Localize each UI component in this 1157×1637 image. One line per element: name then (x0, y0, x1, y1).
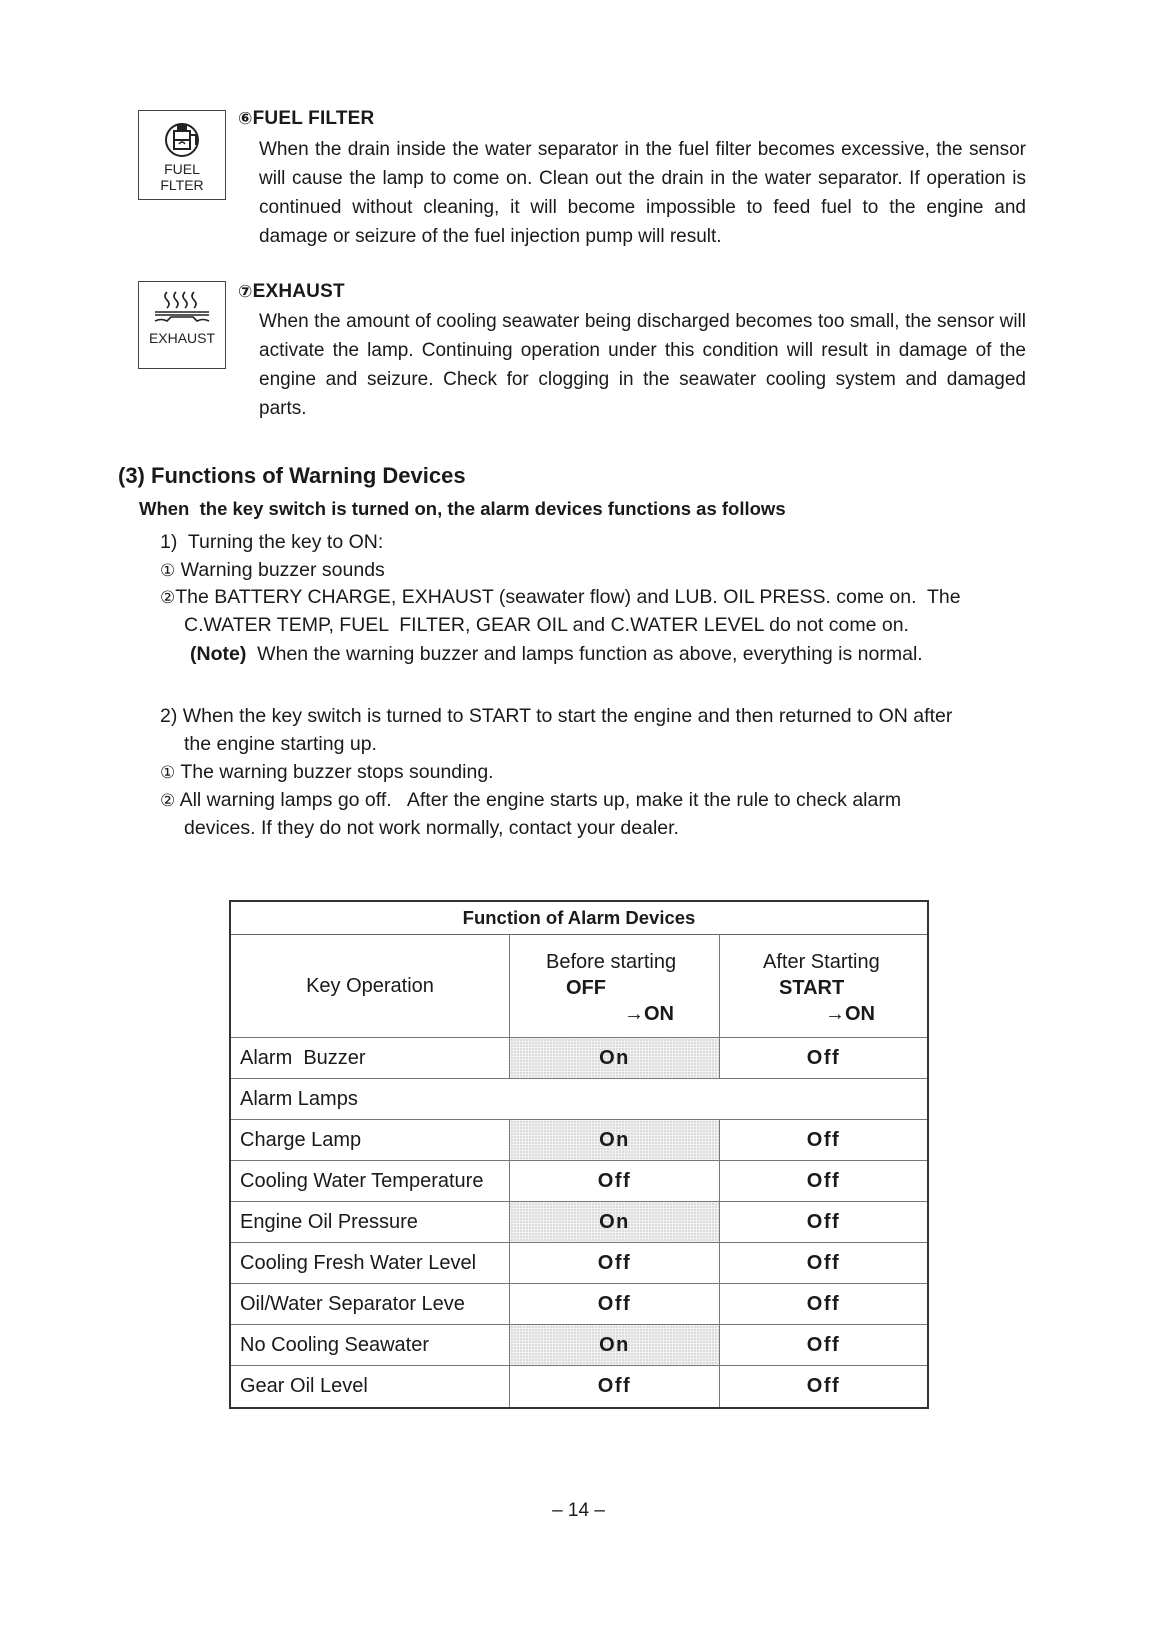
row-label: Cooling Water Temperature (231, 1161, 510, 1201)
row-label: No Cooling Seawater (231, 1325, 510, 1365)
row-label: Charge Lamp (231, 1120, 510, 1160)
key-operation-header: Key Operation (231, 935, 510, 1037)
row-before: Off (510, 1243, 720, 1283)
item1-c2 (160, 583, 961, 612)
row-before: Off (510, 1161, 720, 1201)
exhaust-body: When the amount of cooling seawater being discharged becomes too small, the sensor will activate the lamp. Continuing operation under this condition will result in damage of the engine and seizure. Check for clogging in the seawater cooling system and damaged parts. (259, 311, 1026, 419)
page-number: – 14 – (552, 1500, 605, 1521)
table-row (231, 1284, 927, 1325)
row-before: On (510, 1038, 720, 1078)
table-header-row (231, 935, 927, 1038)
exhaust-lamp-icon (138, 281, 226, 369)
item1-c2-line2: C.WATER TEMP, FUEL FILTER, GEAR OIL and C.WATER LEVEL do not come on. (184, 614, 909, 636)
row-after: Off (806, 1129, 841, 1151)
note-label: (Note) (190, 643, 247, 665)
before-starting-header (510, 935, 720, 1037)
row-after: Off (806, 1375, 841, 1397)
fuel-filter-heading (238, 108, 374, 130)
exhaust-number: ⑦ (238, 282, 253, 302)
fuel-filter-icon-label-2: FLTER (160, 177, 204, 193)
row-label: Cooling Fresh Water Level (231, 1243, 510, 1283)
row-before: On (510, 1325, 720, 1365)
row-before: Off (510, 1366, 720, 1407)
item1-c2-number: ② (160, 588, 176, 608)
fuel-filter-lamp-icon (138, 110, 226, 200)
table-row (231, 1161, 927, 1202)
before-from: OFF (566, 977, 606, 999)
exhaust-title: EXHAUST (252, 281, 345, 302)
row-before: On (510, 1120, 720, 1160)
note (190, 640, 923, 668)
after-to: →ON (825, 1003, 875, 1025)
exhaust-heading (238, 281, 345, 303)
row-label: Alarm Buzzer (231, 1038, 510, 1078)
item2-c1-text: The warning buzzer stops sounding. (180, 761, 494, 783)
table-row (231, 1120, 927, 1161)
table-row (231, 1325, 927, 1366)
fuel-filter-title: FUEL FILTER (252, 108, 375, 129)
alarm-lamps-label: Alarm Lamps (240, 1088, 358, 1110)
exhaust-icon-label: EXHAUST (148, 330, 216, 346)
item2-c1 (160, 758, 494, 787)
item1-c1-number: ① (160, 561, 176, 581)
row-label: Engine Oil Pressure (231, 1202, 510, 1242)
alarm-devices-table (229, 900, 929, 1409)
row-before: Off (510, 1284, 720, 1324)
row-after: Off (806, 1170, 841, 1192)
item2-line2: the engine starting up. (184, 733, 377, 755)
item2-c1-number: ① (160, 763, 176, 783)
fuel-filter-body: When the drain inside the water separator in the fuel filter becomes excessive, the sensor will cause the lamp to come on. Clean out the drain in the water separator. If operation is continued without cleaning, it will become impossible to feed fuel to the engine and damage or seizure of the fuel injection pump will result. (259, 139, 1026, 247)
after-starting-label: After Starting (763, 951, 880, 973)
table-row (231, 1202, 927, 1243)
before-starting-label: Before starting (546, 951, 677, 973)
table-title: Function of Alarm Devices (231, 902, 927, 935)
note-text: When the warning buzzer and lamps function as above, everything is normal. (257, 643, 923, 665)
row-before: On (510, 1202, 720, 1242)
item2-c2-line1: All warning lamps go off. After the engine starts up, make it the rule to check alarm (179, 789, 902, 811)
item1-c1-text: Warning buzzer sounds (180, 559, 385, 581)
row-after: Off (806, 1293, 841, 1315)
item2-c2-line2: devices. If they do not work normally, contact your dealer. (184, 817, 679, 839)
row-after: Off (806, 1334, 841, 1356)
exhaust-icon (151, 288, 213, 328)
table-row (231, 1038, 927, 1079)
section-heading: (3) Functions of Warning Devices (118, 463, 466, 488)
after-starting-header (720, 935, 927, 1037)
item2-c2 (160, 786, 901, 815)
item2-line1: 2) When the key switch is turned to START to start the engine and then returned to ON after (160, 705, 953, 727)
row-after: Off (806, 1047, 841, 1069)
item1-c2-line1: The BATTERY CHARGE, EXHAUST (seawater flow) and LUB. OIL PRESS. come on. The (175, 586, 961, 608)
fuel-filter-icon (160, 115, 204, 161)
item1-c1 (160, 556, 385, 585)
row-label: Gear Oil Level (231, 1366, 510, 1407)
row-label: Oil/Water Separator Leve (231, 1284, 510, 1324)
fuel-filter-icon-label-1: FUEL (164, 161, 200, 177)
table-row (231, 1243, 927, 1284)
row-after: Off (806, 1252, 841, 1274)
table-row (231, 1366, 927, 1407)
section-subheading: When the key switch is turned on, the alarm devices functions as follows (139, 498, 786, 519)
before-to: →ON (624, 1003, 674, 1025)
fuel-filter-number: ⑥ (238, 109, 253, 129)
after-from: START (779, 977, 845, 999)
row-after: Off (806, 1211, 841, 1233)
item2-c2-number: ② (160, 791, 176, 811)
table-row (231, 1079, 927, 1120)
item1-title: 1) Turning the key to ON: (160, 531, 384, 553)
